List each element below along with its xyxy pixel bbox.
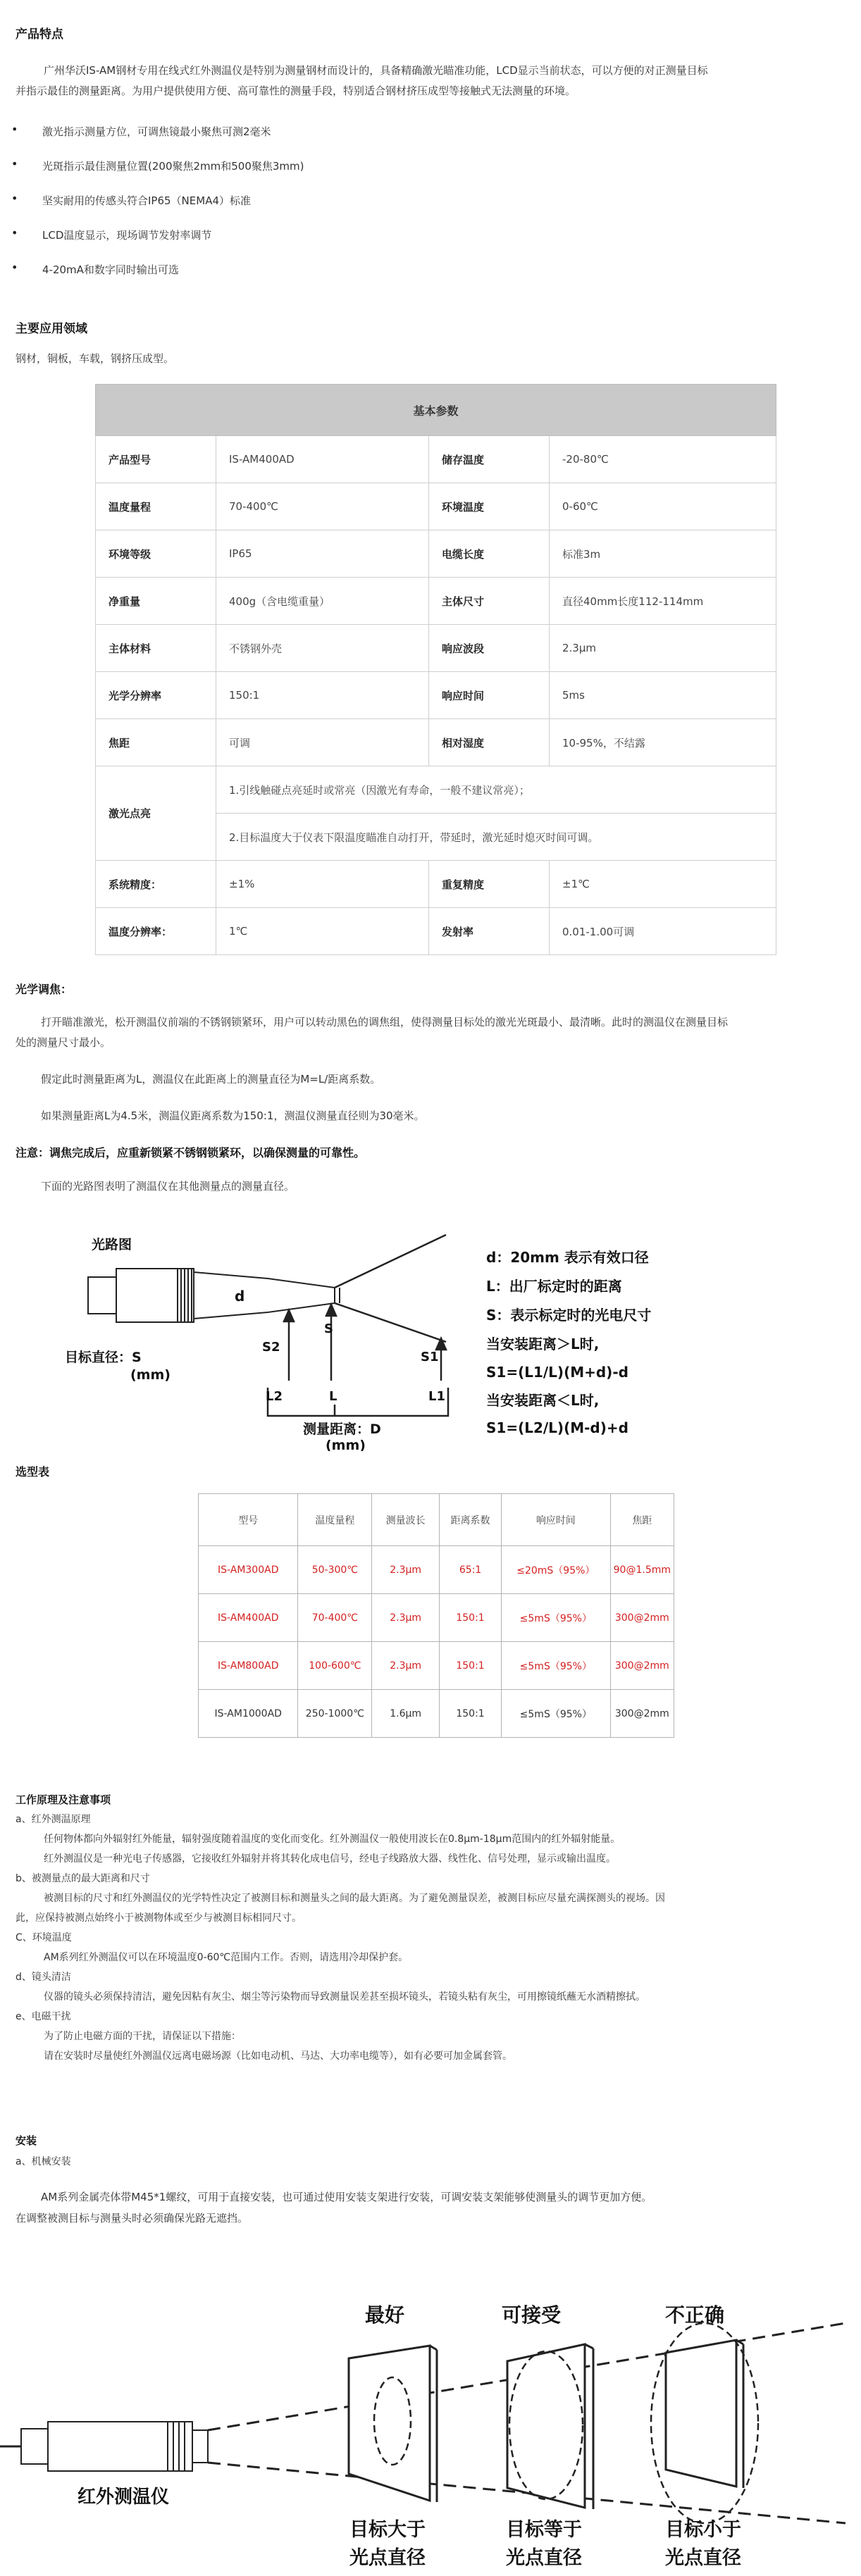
install-p2: 在调整被测目标与测量头时必须确保光路无遮挡。: [16, 2212, 249, 2225]
column-header: 响应时间: [502, 1494, 611, 1546]
table-cell: 150:1: [440, 1642, 502, 1690]
feature-bullet: • 4-20mA和数字同时输出可选: [42, 262, 179, 277]
principle-a2: 红外测温仪是一种光电子传感器，它接收红外辐射并将其转化成电信号，经电子线路放大器、线性化、信号处理，显示或输出温度。: [44, 1853, 616, 1865]
table-cell: ≤5mS（95%）: [502, 1594, 611, 1642]
table-header-row: [199, 1494, 674, 1546]
table-row: [96, 719, 776, 766]
target-plate-equal: [507, 2344, 585, 2508]
label-target-equal-2: 光点直径: [506, 2547, 582, 2569]
table-cell: ≤5mS（95%）: [502, 1642, 611, 1690]
optics-p4: 下面的光路图表明了测温仪在其他测量点的测量直径。: [41, 1180, 295, 1193]
spec-value: 2.3μm: [550, 625, 776, 672]
spec-key: 环境温度: [429, 483, 550, 530]
spec-value: IS-AM400AD: [216, 436, 429, 483]
table-row: [199, 1546, 674, 1594]
spec-value: 10-95%，不结露: [550, 719, 776, 766]
table-row: [96, 436, 776, 483]
legend-line: L：出厂标定时的距离: [486, 1278, 622, 1295]
instrument-lens: [194, 1272, 335, 1319]
spec-table-header: 基本参数: [96, 385, 776, 436]
legend-line: 当安装距离＞L时,: [486, 1336, 600, 1352]
install-a-title: a、机械安装: [16, 2156, 71, 2167]
table-row: [199, 1690, 674, 1738]
table-row: [96, 672, 776, 719]
column-header: 测量波长: [372, 1494, 440, 1546]
target-plate-bigger: [349, 2346, 430, 2501]
label-target-smaller-1: 目标小于: [665, 2519, 741, 2541]
legend-line: d：20mm 表示有效口径: [486, 1249, 649, 1266]
table-cell: 2.3μm: [372, 1642, 440, 1690]
principle-d-title: d、镜头清洁: [16, 1972, 71, 1983]
selection-table: [198, 1493, 674, 1738]
legend-line: 当安装距离＜L时,: [486, 1392, 600, 1409]
spec-value: 70-400℃: [216, 483, 429, 530]
target-diameter-label: 目标直径：S: [65, 1350, 142, 1365]
table-cell: 150:1: [440, 1594, 502, 1642]
feature-bullet: • 激光指示测量方位，可调焦镜最小聚焦可测2毫米: [42, 124, 271, 139]
label-l: L: [329, 1389, 337, 1404]
label-target-bigger-2: 光点直径: [349, 2547, 426, 2569]
table-row: [96, 625, 776, 672]
label-incorrect: 不正确: [665, 2303, 725, 2327]
principle-b2: 此，应保持被测点始终小于被测物体或至少与被测目标相同尺寸。: [16, 1912, 302, 1924]
legend-line: S1=(L1/L)(M+d)-d: [486, 1364, 628, 1381]
beam-upper: [335, 1235, 446, 1288]
label-l2: L2: [266, 1389, 283, 1404]
table-cell: IS-AM300AD: [199, 1546, 298, 1594]
spec-key: 重复精度: [429, 861, 550, 908]
table-cell: ≤5mS（95%）: [502, 1690, 611, 1738]
optics-title: 光学调焦：: [16, 983, 73, 996]
principle-e1: 为了防止电磁方面的干扰，请保证以下措施：: [44, 2031, 241, 2042]
optics-note: 注意：调焦完成后，应重新锁紧不锈钢锁紧环，以确保测量的可靠性。: [16, 1146, 366, 1159]
optical-path-diagram: [0, 1205, 861, 1451]
table-cell: 100-600℃: [298, 1642, 372, 1690]
label-acceptable: 可接受: [502, 2303, 562, 2327]
spec-value: IP65: [216, 530, 429, 578]
applications-text: 钢材，铜板，车载，钢挤压成型。: [16, 352, 175, 365]
features-intro-line2: 并指示最佳的测量距离。为用户提供使用方便、高可靠性的测量手段，特别适合钢材挤压成型等接触式无法测量的环境。: [16, 85, 576, 97]
spec-key: 光学分辨率: [96, 672, 216, 719]
table-cell: 2.3μm: [372, 1594, 440, 1642]
spec-value: 150:1: [216, 672, 429, 719]
principle-b1: 被测目标的尺寸和红外测温仪的光学特性决定了被测目标和测量头之间的最大距离。为了避免测量误差，被测目标应尽量充满探测头的视场。因: [44, 1893, 665, 1904]
principle-d1: 仪器的镜头必须保持清洁，避免因粘有灰尘、烟尘等污染物而导致测量误差甚至损坏镜头，若镜头粘有灰尘，可用擦镜纸蘸无水酒精擦拭。: [44, 1991, 645, 2003]
label-target-bigger-1: 目标大于: [349, 2519, 426, 2541]
spec-key: 焦距: [96, 719, 216, 766]
principle-a-title: a、红外测温原理: [16, 1814, 91, 1825]
spec-key: 产品型号: [96, 436, 216, 483]
instrument-body: [48, 2422, 192, 2471]
distance-bracket: [268, 1388, 448, 1416]
spec-key: 发射率: [429, 908, 550, 955]
table-cell: 50-300℃: [298, 1546, 372, 1594]
label-s1: S1: [421, 1350, 439, 1364]
table-cell: 250-1000℃: [298, 1690, 372, 1738]
feature-bullet: • 坚实耐用的传感头符合IP65（NEMA4）标准: [42, 193, 251, 208]
instrument-back-cap: [88, 1277, 116, 1314]
instrument-label: 红外测温仪: [78, 2487, 170, 2508]
spec-key: 净重量: [96, 578, 216, 625]
spec-value: 2.目标温度大于仪表下限温度瞄准自动打开，带延时，激光延时熄灭时间可调。: [216, 814, 776, 861]
spec-key: 温度量程: [96, 483, 216, 530]
features-title: 产品特点: [16, 27, 63, 42]
spec-key: 激光点亮: [96, 766, 216, 861]
spec-value: 0.01-1.00可调: [550, 908, 776, 955]
principle-e-title: e、电磁干扰: [16, 2011, 71, 2022]
spec-value: 直径40mm长度112-114mm: [550, 578, 776, 625]
table-row: [96, 908, 776, 955]
feature-bullet: • 光斑指示最佳测量位置(200聚焦2mm和500聚焦3mm): [42, 158, 304, 173]
table-cell: ≤20mS（95%）: [502, 1546, 611, 1594]
spec-value: -20-80℃: [550, 436, 776, 483]
table-row: [96, 483, 776, 530]
spec-table: [95, 384, 776, 955]
optics-p2: 假定此时测量距离为L，测温仪在此距离上的测量直径为M=L/距离系数。: [41, 1073, 381, 1085]
table-cell: 150:1: [440, 1690, 502, 1738]
label-s2: S2: [262, 1340, 280, 1355]
table-cell: 1.6μm: [372, 1690, 440, 1738]
spec-value: 0-60℃: [550, 483, 776, 530]
spec-key: 主体材料: [96, 625, 216, 672]
optics-p3: 如果测量距离L为4.5米，测温仪距离系数为150:1，测温仪测量直径则为30毫米。: [41, 1109, 425, 1122]
table-cell: 2.3μm: [372, 1546, 440, 1594]
spec-key: 响应波段: [429, 625, 550, 672]
spec-value: ±1%: [216, 861, 429, 908]
spec-key: 响应时间: [429, 672, 550, 719]
table-cell: IS-AM800AD: [199, 1642, 298, 1690]
label-target-smaller-2: 光点直径: [665, 2547, 741, 2569]
column-header: 焦距: [610, 1494, 674, 1546]
table-cell: 70-400℃: [298, 1594, 372, 1642]
table-cell: 300@2mm: [610, 1594, 674, 1642]
spec-key: 相对湿度: [429, 719, 550, 766]
legend-line: S1=(L2/L)(M-d)+d: [486, 1419, 628, 1436]
spec-value: 1℃: [216, 908, 429, 955]
spec-key: 储存温度: [429, 436, 550, 483]
table-row: [96, 578, 776, 625]
spec-value: 标准3m: [550, 530, 776, 578]
label-l1: L1: [428, 1389, 445, 1404]
instrument-back-cap: [21, 2429, 48, 2464]
table-row: [199, 1594, 674, 1642]
column-header: 温度量程: [298, 1494, 372, 1546]
table-cell: 90@1.5mm: [610, 1546, 674, 1594]
spec-key: 主体尺寸: [429, 578, 550, 625]
table-row: [96, 530, 776, 578]
label-target-equal-1: 目标等于: [506, 2519, 582, 2541]
principle-c1: AM系列红外测温仪可以在环境温度0-60℃范围内工作。否则，请选用冷却保护套。: [44, 1952, 409, 1963]
spec-value: 不锈钢外壳: [216, 625, 429, 672]
column-header: 距离系数: [440, 1494, 502, 1546]
distance-unit: (mm): [326, 1438, 366, 1451]
spec-value: 1.引线触碰点亮延时或常亮（因激光有寿命，一般不建议常亮）；: [216, 766, 776, 814]
spec-key: 电缆长度: [429, 530, 550, 578]
table-row: [199, 1642, 674, 1690]
install-p1: AM系列金属壳体带M45*1螺纹，可用于直接安装，也可通过使用安装支架进行安装，可调安装支架能够使测量头的调节更加方便。: [41, 2191, 652, 2203]
principle-a1: 任何物体都向外辐射红外能量，辐射强度随着温度的变化而变化。红外测温仪一般使用波长在0.8μm-18μm范围内的红外辐射能量。: [44, 1834, 621, 1845]
distance-label: 测量距离：D: [303, 1421, 381, 1437]
table-cell: 300@2mm: [610, 1642, 674, 1690]
selection-title: 选型表: [16, 1465, 50, 1479]
principle-title: 工作原理及注意事项: [16, 1793, 111, 1806]
table-cell: 300@2mm: [610, 1690, 674, 1738]
spec-value: 400g（含电缆重量）: [216, 578, 429, 625]
optics-p1-line2: 处的测量尺寸最小。: [16, 1036, 111, 1049]
legend-line: S：表示标定时的光电尺寸: [486, 1307, 652, 1324]
table-cell: 65:1: [440, 1546, 502, 1594]
principle-section: [16, 1790, 665, 2066]
table-row: [96, 861, 776, 908]
target-plate-smaller: [666, 2340, 736, 2487]
label-d: d: [235, 1288, 245, 1305]
principle-c-title: C、环境温度: [16, 1932, 72, 1943]
spec-value: 可调: [216, 719, 429, 766]
spec-value: ±1℃: [550, 861, 776, 908]
feature-bullet: • LCD温度显示，现场调节发射率调节: [42, 228, 211, 242]
features-intro-line1: 广州华沃IS-AM钢材专用在线式红外测温仪是特别为测量钢材而设计的，具备精确激光瞄准功能，LCD显示当前状态，可以方便的对正测量目标: [44, 64, 708, 77]
target-size-diagram: [0, 2254, 861, 2576]
spec-value: 5ms: [550, 672, 776, 719]
beam-lower: [335, 1303, 446, 1342]
diagram-title: 光路图: [92, 1237, 132, 1252]
spec-key: 系统精度：: [96, 861, 216, 908]
table-row: [96, 766, 776, 814]
principle-e2: 请在安装时尽量使红外测温仪远离电磁场源（比如电动机、马达、大功率电缆等），如有必要可加金属套管。: [44, 2051, 512, 2062]
spec-key: 温度分辨率：: [96, 908, 216, 955]
install-title: 安装: [16, 2134, 37, 2147]
applications-title: 主要应用领域: [16, 322, 87, 336]
column-header: 型号: [199, 1494, 298, 1546]
spec-key: 环境等级: [96, 530, 216, 578]
table-cell: IS-AM1000AD: [199, 1690, 298, 1738]
principle-b-title: b、被测量点的最大距离和尺寸: [16, 1873, 150, 1884]
instrument-body: [116, 1269, 194, 1322]
label-s: S: [324, 1321, 333, 1336]
label-best: 最好: [365, 2303, 405, 2327]
optics-p1-line1: 打开瞄准激光，松开测温仪前端的不锈钢锁紧环，用户可以转动黑色的调焦组，使得测量目标处的激光光斑最小、最清晰。此时的测温仪在测量目标: [41, 1016, 729, 1028]
target-diameter-unit: (mm): [130, 1367, 171, 1383]
table-cell: IS-AM400AD: [199, 1594, 298, 1642]
